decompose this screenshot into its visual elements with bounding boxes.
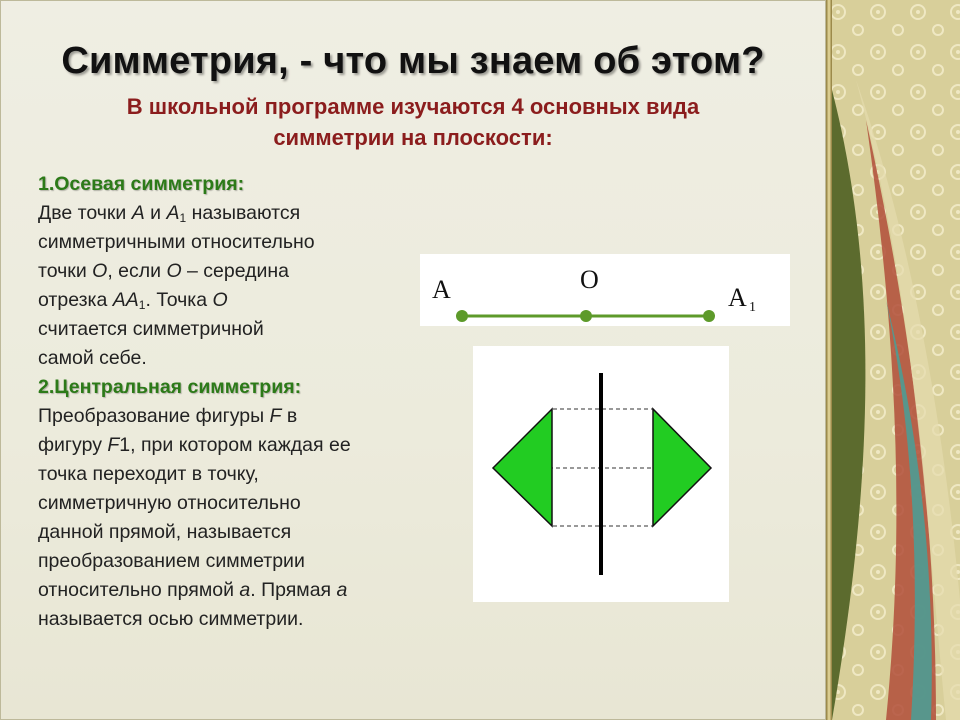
- point-o: О: [92, 260, 108, 282]
- section-1-line: [38, 286, 438, 315]
- text-run: – середина: [181, 260, 290, 282]
- line-a: а: [336, 579, 348, 601]
- label-a1: A: [728, 283, 747, 312]
- body-text: [38, 170, 438, 634]
- section-2-line: симметричную относительно: [38, 492, 301, 514]
- section-2-line: называется осью симметрии.: [38, 608, 304, 630]
- slide-subtitle: [40, 91, 786, 153]
- line-a: а: [239, 579, 251, 601]
- point-symmetry-figure: [420, 254, 790, 326]
- point-a1-dot: [703, 310, 715, 322]
- figure-f: F: [269, 405, 282, 427]
- point-o-dot: [580, 310, 592, 322]
- text-run: фигуру: [38, 434, 108, 456]
- section-2-line: преобразованием симметрии: [38, 550, 305, 572]
- section-1-line: [38, 257, 438, 286]
- subscript: 1: [138, 298, 146, 312]
- gold-border: [826, 0, 832, 720]
- text-run: , если: [107, 260, 167, 282]
- segment-aa1: АА: [112, 289, 139, 311]
- section-2-line: [38, 402, 438, 431]
- section-2-line: точка переходит в точку,: [38, 463, 259, 485]
- slide-title: Симметрия, - что мы знаем об этом?: [61, 40, 765, 82]
- section-1-line: [38, 199, 438, 228]
- label-a: A: [432, 275, 451, 304]
- section-2-line: данной прямой, называется: [38, 521, 292, 543]
- text-run: отрезка: [38, 289, 113, 311]
- text-run: в: [281, 405, 298, 427]
- text-run: Преобразование фигуры: [38, 405, 270, 427]
- point-a1: А: [166, 202, 180, 224]
- text-run: . Прямая: [250, 579, 337, 601]
- subtitle-line-1: В школьной программе изучаются 4 основных вида: [126, 94, 700, 119]
- text-run: . Точка: [145, 289, 213, 311]
- text-run: 1, при котором каждая ее: [119, 434, 351, 456]
- section-1-line: самой себе.: [38, 347, 147, 369]
- section-2-heading: 2.Центральная симметрия:: [38, 376, 302, 398]
- section-1-line: считается симметричной: [38, 318, 264, 340]
- section-1-heading: 1.Осевая симметрия:: [38, 173, 245, 195]
- point-o: О: [166, 260, 182, 282]
- figure-f: F: [107, 434, 120, 456]
- label-a1-subscript: 1: [749, 300, 756, 315]
- section-2-line: [38, 431, 438, 460]
- text-run: и: [144, 202, 167, 224]
- subtitle-line-2: симметрии на плоскости:: [273, 125, 553, 150]
- point-o: О: [212, 289, 228, 311]
- label-o: O: [580, 265, 599, 294]
- text-run: Две точки: [38, 202, 132, 224]
- section-2-line: [38, 576, 438, 605]
- axial-symmetry-figure: [473, 346, 729, 602]
- section-1-line: симметричными относительно: [38, 231, 315, 253]
- text-run: относительно прямой: [38, 579, 240, 601]
- text-run: называются: [186, 202, 301, 224]
- point-a-dot: [456, 310, 468, 322]
- decorative-side-panel: [826, 0, 960, 720]
- text-run: точки: [38, 260, 93, 282]
- point-a: А: [131, 202, 145, 224]
- subscript: 1: [179, 211, 187, 225]
